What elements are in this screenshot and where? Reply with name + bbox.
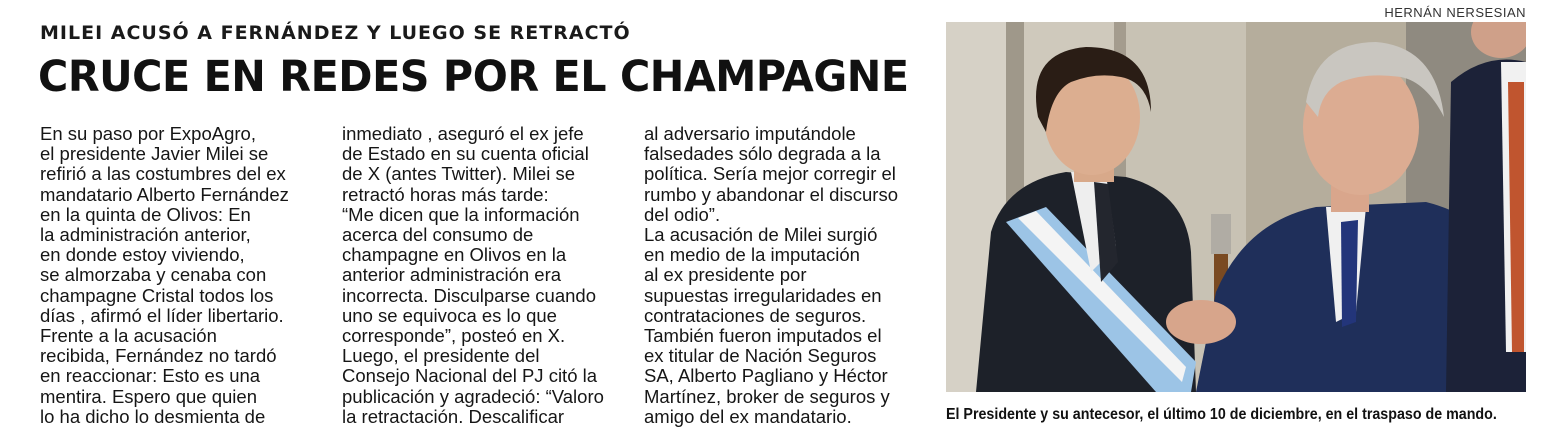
body-text-line: incorrecta. Disculparse cuando [342, 284, 596, 306]
body-text-line: al ex presidente por [644, 264, 807, 286]
article-column-3 [644, 124, 924, 427]
body-text-line: de Estado en su cuenta oficial [342, 143, 589, 165]
body-text-line: días , afirmó el líder libertario. [40, 304, 284, 326]
body-text-line: Consejo Nacional del PJ citó la [342, 365, 598, 387]
article-column-2 [342, 124, 622, 427]
body-text-line: champagne en Olivos en la [342, 244, 567, 266]
body-text-line: corresponde”, posteó en X. [342, 325, 566, 347]
body-text-line: rumbo y abandonar el discurso [644, 183, 899, 205]
body-text-line: refirió a las costumbres del ex [40, 163, 286, 185]
body-text-line: política. Sería mejor corregir el [644, 163, 896, 185]
body-text-line: acerca del consumo de [342, 224, 534, 246]
body-text-line: contrataciones de seguros. [644, 304, 867, 326]
body-text-line: En su paso por ExpoAgro, [40, 123, 256, 144]
body-text-line: amigo del ex mandatario. [644, 405, 852, 427]
body-text-line: en reaccionar: Esto es una [40, 365, 261, 387]
kicker: MILEI ACUSÓ A FERNÁNDEZ Y LUEGO SE RETRACTÓ [40, 22, 631, 44]
body-text-line: en donde estoy viviendo, [40, 244, 245, 266]
body-text-line: lo ha dicho lo desmienta de [40, 405, 266, 427]
body-text-line: en la quinta de Olivos: En [40, 203, 251, 225]
body-text-line: recibida, Fernández no tardó [40, 345, 277, 367]
news-photo [946, 22, 1526, 392]
body-text-line: Luego, el presidente del [342, 345, 540, 367]
body-text-line: champagne Cristal todos los [40, 284, 274, 306]
body-text-line: del odio”. [644, 203, 721, 225]
body-text-line: supuestas irregularidades en [644, 284, 882, 306]
body-text-line: falsedades sólo degrada a la [644, 143, 881, 165]
body-text-line: La acusación de Milei surgió [644, 224, 878, 246]
body-text-line: inmediato , aseguró el ex jefe [342, 123, 584, 144]
body-text-line: mandatario Alberto Fernández [40, 183, 289, 205]
body-text-line: se almorzaba y cenaba con [40, 264, 267, 286]
photo-credit: HERNÁN NERSESIAN [1384, 5, 1526, 20]
body-text-line: anterior administración era [342, 264, 562, 286]
news-photo-illustration [946, 22, 1526, 392]
photo-caption: El Presidente y su antecesor, el último 10 de diciembre, en el traspaso de mando. [946, 406, 1497, 423]
body-text-line: SA, Alberto Pagliano y Héctor [644, 365, 888, 387]
body-text-line: publicación y agradeció: “Valoro [342, 385, 604, 407]
body-text-line: “Me dicen que la información [342, 203, 580, 225]
body-text-line: También fueron imputados el [644, 325, 882, 347]
body-text-line: el presidente Javier Milei se [40, 143, 269, 165]
body-text-line: retractó horas más tarde: [342, 183, 549, 205]
body-text-line: ex titular de Nación Seguros [644, 345, 877, 367]
body-text-line: en medio de la imputación [644, 244, 860, 266]
body-text-line: mentira. Espero que quien [40, 385, 257, 407]
body-text-line: de X (antes Twitter). Milei se [342, 163, 576, 185]
headline: CRUCE EN REDES POR EL CHAMPAGNE [38, 52, 909, 102]
body-text-line: la administración anterior, [40, 224, 251, 246]
body-text-line: al adversario imputándole [644, 123, 856, 144]
article-column-1 [40, 124, 320, 427]
body-text-line: Frente a la acusación [40, 325, 217, 347]
body-text-line: Martínez, broker de seguros y [644, 385, 890, 407]
body-text-line: la retractación. Descalificar [342, 405, 565, 427]
body-text-line: uno se equivoca es lo que [342, 304, 557, 326]
